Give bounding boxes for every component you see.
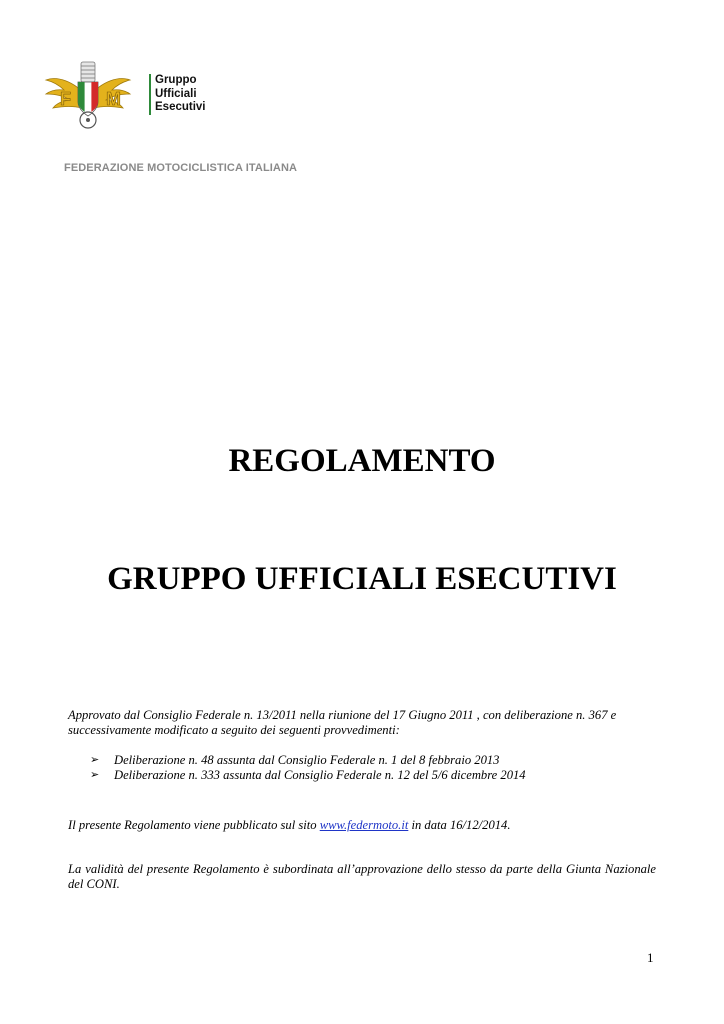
logo-letter-f: F — [60, 89, 71, 109]
list-item — [90, 768, 526, 783]
group-label — [149, 74, 206, 115]
deliberation-list — [90, 753, 526, 783]
document-title: REGOLAMENTO — [228, 443, 496, 479]
fmi-logo — [44, 58, 132, 130]
website-link[interactable]: www.federmoto.it — [319, 818, 409, 832]
list-item-text: Deliberazione n. 48 assunta dal Consiglio Federale n. 1 del 8 febbraio 2013 — [114, 753, 500, 767]
page-number: 1 — [647, 950, 654, 965]
approval-paragraph: Approvato dal Consiglio Federale n. 13/2011 nella riunione del 17 Giugno 2011 , con deliberazione n. 367 e successivamente modificato a seguito dei seguenti provvedimenti: — [68, 708, 617, 737]
group-label-line: Gruppo — [155, 74, 197, 86]
group-label-line: Ufficiali — [155, 87, 197, 100]
publication-paragraph — [68, 818, 656, 833]
group-label-line: Esecutivi — [155, 101, 206, 113]
logo-letter-m: M — [106, 89, 121, 109]
validity-paragraph: La validità del presente Regolamento è subordinata all’approvazione dello stesso da parte della Giunta Nazionale del CONI. — [68, 862, 656, 891]
publication-suffix: in data 16/12/2014. — [408, 818, 511, 832]
arrow-bullet-icon: ➢ — [90, 769, 100, 781]
arrow-bullet-icon: ➢ — [90, 754, 100, 766]
publication-prefix: Il presente Regolamento viene pubblicato sul sito — [68, 818, 320, 832]
list-item-text: Deliberazione n. 333 assunta dal Consiglio Federale n. 12 del 5/6 dicembre 2014 — [114, 768, 526, 782]
list-item — [90, 753, 526, 768]
federation-name: FEDERAZIONE MOTOCICLISTICA ITALIANA — [64, 162, 298, 174]
document-subtitle: GRUPPO UFFICIALI ESECUTIVI — [107, 561, 617, 597]
